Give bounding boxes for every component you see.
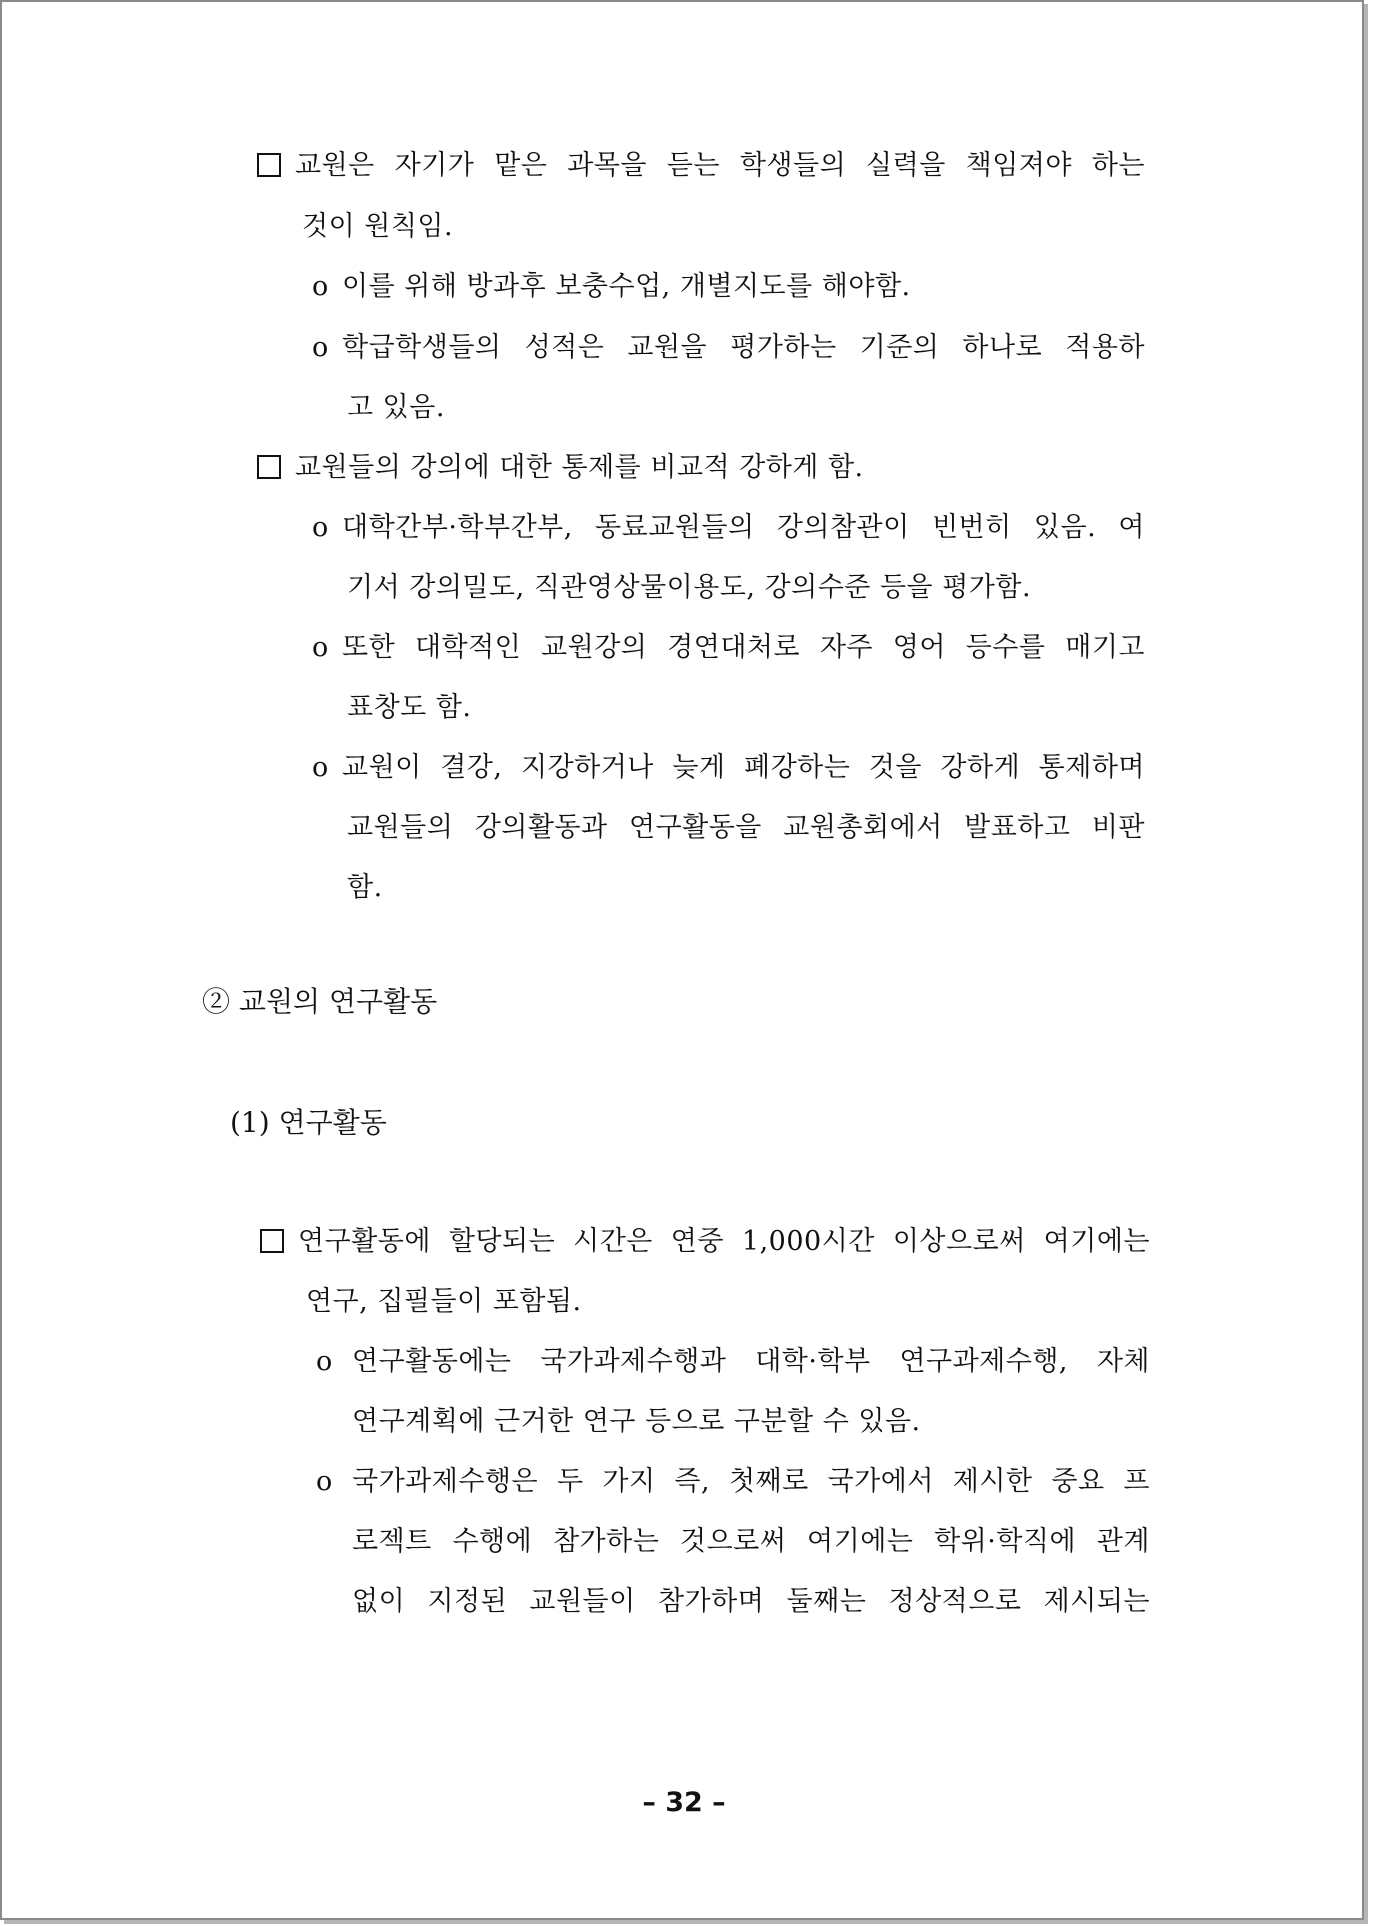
- checkbox-square-icon: [257, 455, 281, 479]
- bullet-continuation: 고 있음.: [347, 392, 445, 423]
- paragraph-text: 연구활동에 할당되는 시간은 연중 1,000시간 이상으로써 여기에는: [298, 1226, 1150, 1257]
- checkbox-square-icon: [260, 1229, 284, 1253]
- bullet-icon: o: [312, 632, 329, 663]
- bullet-text: 이를 위해 방과후 보충수업, 개별지도를 해야함.: [342, 271, 911, 302]
- bullet-text: 국가과제수행은 두 가지 즉, 첫째로 국가에서 제시한 중요 프: [352, 1466, 1150, 1497]
- bullet-text: 학급학생들의 성적은 교원을 평가하는 기준의 하나로 적용하: [342, 332, 1145, 363]
- bullet-icon: o: [312, 512, 329, 543]
- bullet-icon: o: [316, 1466, 333, 1497]
- bullet-continuation: 표창도 함.: [347, 692, 472, 723]
- section-heading: ② 교원의 연구활동: [202, 985, 438, 1018]
- bullet-continuation: 기서 강의밀도, 직관영상물이용도, 강의수준 등을 평가함.: [347, 572, 1032, 603]
- bullet-text: 대학간부·학부간부, 동료교원들의 강의참관이 빈번히 있음. 여: [342, 512, 1145, 543]
- bullet-continuation: 로젝트 수행에 참가하는 것으로써 여기에는 학위·학직에 관계: [352, 1526, 1150, 1557]
- bullet-text: 연구활동에는 국가과제수행과 대학·학부 연구과제수행, 자체: [352, 1346, 1150, 1377]
- bullet-icon: o: [312, 332, 329, 363]
- bullet-continuation: 연구계획에 근거한 연구 등으로 구분할 수 있음.: [352, 1406, 921, 1437]
- bullet-text: 또한 대학적인 교원강의 경연대처로 자주 영어 등수를 매기고: [342, 632, 1145, 663]
- paragraph-text: 교원들의 강의에 대한 통제를 비교적 강하게 함.: [295, 452, 864, 483]
- checkbox-item-line: [257, 152, 1145, 179]
- paragraph-text: 교원은 자기가 맡은 과목을 듣는 학생들의 실력을 책임져야 하는: [295, 150, 1145, 181]
- bullet-icon: o: [312, 752, 329, 783]
- paragraph-continuation: 것이 원칙임.: [302, 211, 454, 242]
- checkbox-item-line: [260, 1228, 1150, 1255]
- bullet-icon: o: [312, 271, 329, 302]
- checkbox-square-icon: [257, 153, 281, 177]
- bullet-icon: o: [316, 1346, 333, 1377]
- bullet-continuation: 교원들의 강의활동과 연구활동을 교원총회에서 발표하고 비판: [347, 812, 1145, 843]
- paragraph-continuation: 연구, 집필들이 포함됨.: [306, 1286, 582, 1317]
- bullet-continuation: 함.: [347, 872, 383, 903]
- bullet-text: 교원이 결강, 지강하거나 늦게 폐강하는 것을 강하게 통제하며: [342, 752, 1145, 783]
- bullet-continuation: 없이 지정된 교원들이 참가하며 둘째는 정상적으로 제시되는: [352, 1586, 1150, 1617]
- checkbox-item-line: [257, 454, 864, 481]
- subsection-heading: (1) 연구활동: [230, 1106, 387, 1139]
- page-number: – 32 –: [642, 1787, 726, 1818]
